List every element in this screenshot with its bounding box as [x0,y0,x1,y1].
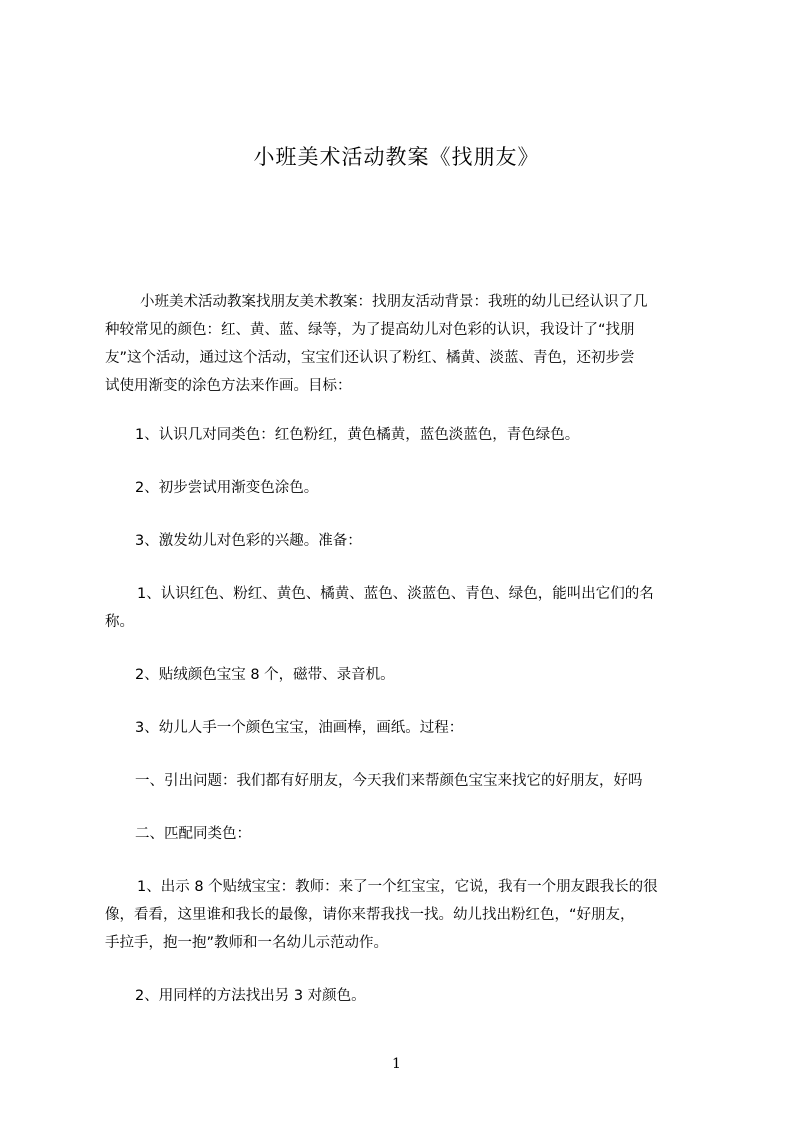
goal-2-text: 2、初步尝试用渐变色涂色。 [135,480,319,496]
goal-2-paragraph [105,474,705,502]
intro-paragraph [105,288,705,400]
intro-line: 小班美术活动教案找朋友美术教案：找朋友活动背景：我班的幼儿已经认识了几 [140,294,648,310]
step-2-1-line: 像，看看，这里谁和我长的最像，请你来帮我找一找。幼儿找出粉红色，“好朋友， [105,907,635,923]
prep-1-paragraph [105,580,705,636]
step-2-2-text: 2、用同样的方法找出另 3 对颜色。 [135,988,366,1004]
step-2-1-line: 1、出示 8 个贴绒宝宝：教师：来了一个红宝宝，它说，我有一个朋友跟我长的很 [137,879,658,895]
goal-3-text: 3、激发幼儿对色彩的兴趣。准备： [135,533,362,549]
intro-line: 试使用渐变的涂色方法来作画。目标： [105,378,352,394]
prep-3-text: 3、幼儿人手一个颜色宝宝，油画棒，画纸。过程： [135,720,464,736]
goal-1-text: 1、认识几对同类色：红色粉红，黄色橘黄，蓝色淡蓝色，青色绿色。 [135,427,580,443]
step-2-heading [105,820,705,848]
prep-2-paragraph [105,661,705,689]
goal-3-paragraph [105,527,705,555]
intro-line: 友”这个活动，通过这个活动，宝宝们还认识了粉红、橘黄、淡蓝、青色，还初步尝 [105,350,635,366]
step-2-2-paragraph [105,982,705,1010]
prep-2-text: 2、贴绒颜色宝宝 8 个，磁带、录音机。 [135,667,395,683]
prep-1-line: 称。 [105,614,134,630]
step-2-1-line: 手拉手，抱一抱”教师和一名幼儿示范动作。 [105,935,389,951]
intro-line: 种较常见的颜色：红、黄、蓝、绿等，为了提高幼儿对色彩的认识，我设计了“找朋 [105,322,635,338]
prep-3-paragraph [105,714,705,742]
prep-1-line: 1、认识红色、粉红、黄色、橘黄、蓝色、淡蓝色、青色、绿色，能叫出它们的名 [137,586,654,602]
step-2-1-paragraph [105,873,705,957]
step-1-text: 一、引出问题：我们都有好朋友，今天我们来帮颜色宝宝来找它的好朋友，好吗 [135,773,643,789]
document-title: 小班美术活动教案《找朋友》 [253,145,540,169]
step-2-text: 二、匹配同类色： [135,826,251,842]
step-1-paragraph [105,767,705,795]
page-number: 1 [392,1056,401,1072]
goal-1-paragraph [105,421,705,449]
